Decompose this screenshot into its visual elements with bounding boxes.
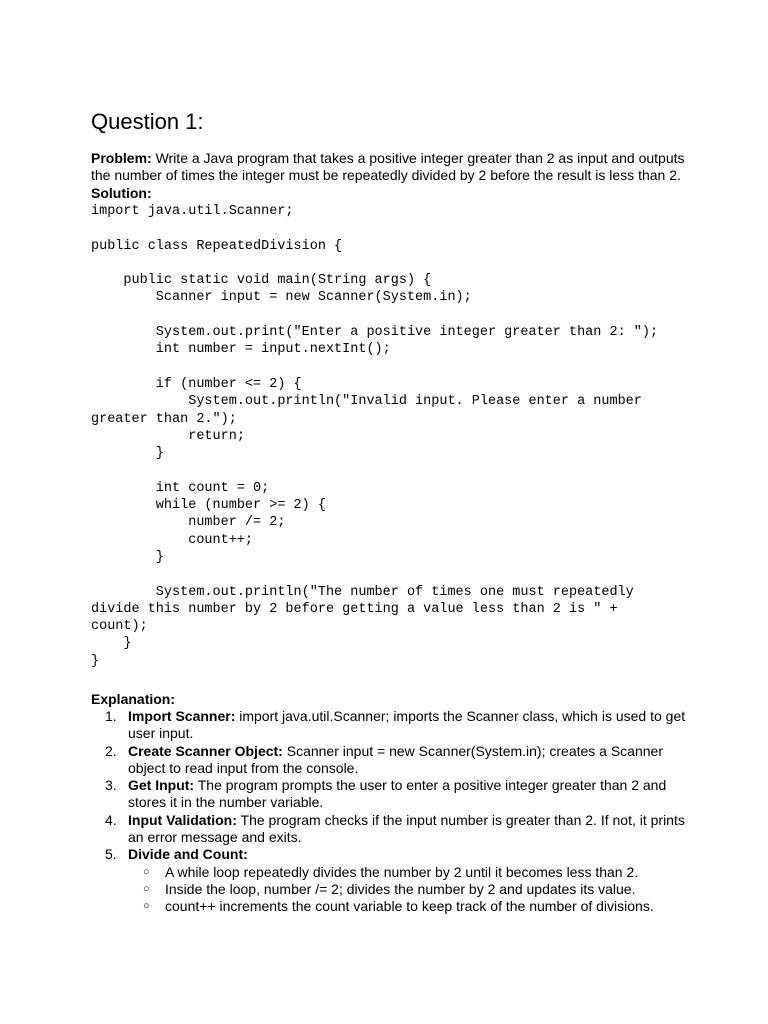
- sub-list-item: [128, 898, 691, 915]
- code-line: int count = 0;: [91, 480, 270, 496]
- circle-bullet-icon: ○: [143, 882, 150, 895]
- list-item: [91, 846, 691, 915]
- problem-statement: [91, 150, 691, 185]
- code-line: System.out.println("The number of times one must repeatedly: [91, 584, 634, 600]
- list-item-title: Import Scanner:: [128, 708, 236, 724]
- code-line: import java.util.Scanner;: [91, 204, 294, 219]
- sub-list-item-text: count++ increments the count variable to keep track of the number of divisions.: [165, 898, 654, 915]
- list-item-text: The program checks if the input number is greater than 2. If not, it prints an error message and exits.: [128, 811, 685, 846]
- sub-list-item: [128, 881, 691, 898]
- problem-text: Write a Java program that takes a positive integer greater than 2 as input and outputs the number of times the integer must be repeatedly divided by 2 before the result is less than 2.: [91, 150, 685, 184]
- code-line: while (number >= 2) {: [91, 498, 326, 514]
- list-item-title: Create Scanner Object:: [128, 742, 283, 759]
- code-line: count++;: [91, 532, 254, 548]
- list-item-number: 4.: [105, 811, 117, 828]
- list-item-text: The program prompts the user to enter a positive integer greater than 2 and stores it in the number variable.: [128, 777, 667, 811]
- code-line: Scanner input = new Scanner(System.in);: [91, 290, 472, 306]
- code-line: }: [91, 636, 132, 652]
- code-line: }: [91, 653, 100, 669]
- list-item-title: Get Input:: [128, 777, 195, 794]
- circle-bullet-icon: ○: [143, 865, 150, 878]
- code-line: count);: [91, 619, 148, 635]
- list-item: [91, 708, 691, 743]
- sub-list-item: [128, 864, 691, 881]
- list-item-text: import java.util.Scanner; imports the Scanner class, which is used to get user input.: [128, 708, 686, 742]
- code-line: greater than 2.");: [91, 411, 237, 427]
- solution-label: Solution:: [91, 185, 152, 201]
- code-line: }: [91, 446, 164, 462]
- list-item-text: Scanner input = new Scanner(System.in); creates a Scanner object to read input from the console.: [128, 742, 663, 776]
- code-line: }: [91, 549, 164, 565]
- problem-label: Problem:: [91, 150, 152, 166]
- code-line: public class RepeatedDivision {: [91, 238, 343, 254]
- code-line: divide this number by 2 before getting a value less than 2 is " +: [91, 601, 618, 617]
- list-item-title: Input Validation:: [128, 811, 237, 828]
- list-item-number: 1.: [105, 708, 117, 724]
- list-item: [91, 743, 691, 778]
- code-line: System.out.println("Invalid input. Please enter a number: [91, 394, 642, 410]
- list-item-number: 5.: [105, 846, 117, 863]
- code-block: [91, 203, 658, 670]
- code-line: System.out.print("Enter a positive integer greater than 2: ");: [91, 325, 659, 341]
- code-line: if (number <= 2) {: [91, 376, 302, 392]
- list-item: [91, 812, 691, 847]
- explanation-list: [91, 708, 691, 916]
- sub-list-item-text: Inside the loop, number /= 2; divides the number by 2 and updates its value.: [165, 880, 636, 897]
- code-line: int number = input.nextInt();: [91, 342, 391, 358]
- code-line: number /= 2;: [91, 515, 286, 531]
- list-item: [91, 777, 691, 812]
- sub-list-item-text: A while loop repeatedly divides the number by 2 until it becomes less than 2.: [165, 863, 639, 880]
- code-line: return;: [91, 428, 245, 444]
- sub-list: [128, 864, 691, 916]
- list-item-number: 3.: [105, 777, 117, 794]
- circle-bullet-icon: ○: [143, 900, 150, 913]
- code-line: public static void main(String args) {: [91, 273, 432, 289]
- list-item-title: Divide and Count:: [128, 846, 248, 863]
- explanation-label: Explanation:: [91, 691, 176, 707]
- question-heading: Question 1:: [91, 109, 204, 134]
- list-item-number: 2.: [105, 742, 117, 759]
